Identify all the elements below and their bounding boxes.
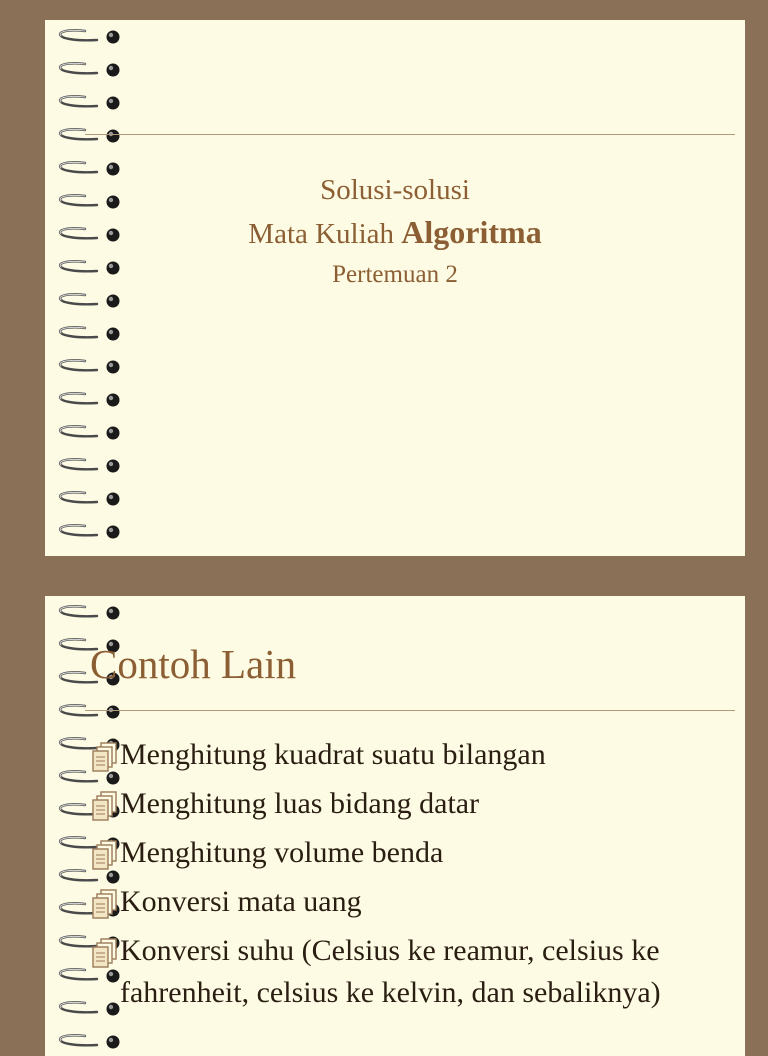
- spiral-ring-icon: [55, 455, 125, 477]
- title-line-1: Solusi-solusi: [320, 174, 470, 206]
- spiral-ring-icon: [55, 422, 125, 444]
- list-item: [92, 930, 732, 1014]
- spiral-ring-icon: [55, 701, 125, 723]
- list-item-text: Konversi suhu (Celsius ke reamur, celsius ke fahrenheit, celsius ke kelvin, dan sebaliknya): [120, 934, 661, 1009]
- list-item: [92, 734, 732, 776]
- list-item: [92, 832, 732, 874]
- title-block: [45, 172, 745, 292]
- list-item-text: Menghitung volume benda: [120, 836, 444, 869]
- spiral-ring-icon: [55, 59, 125, 81]
- title-divider: [85, 134, 735, 135]
- list-item-text: Menghitung luas bidang datar: [120, 787, 480, 820]
- spiral-ring-icon: [55, 602, 125, 624]
- list-item-text: Konversi mata uang: [120, 885, 362, 918]
- meeting-label: Pertemuan 2: [332, 261, 458, 288]
- documents-icon: [92, 838, 120, 872]
- list-item: [92, 783, 732, 825]
- spiral-ring-icon: [55, 26, 125, 48]
- list-item: [92, 881, 732, 923]
- spiral-ring-icon: [55, 488, 125, 510]
- spiral-ring-icon: [55, 92, 125, 114]
- spiral-ring-icon: [55, 125, 125, 147]
- documents-icon: [92, 789, 120, 823]
- heading-divider: [85, 710, 735, 711]
- title-line-2: [45, 210, 745, 256]
- course-name: Algoritma: [401, 214, 542, 250]
- spiral-ring-icon: [55, 554, 125, 556]
- documents-icon: [92, 887, 120, 921]
- title-slide: [45, 20, 745, 556]
- spiral-ring-icon: [55, 389, 125, 411]
- spiral-ring-icon: [55, 356, 125, 378]
- list-item-text: Menghitung kuadrat suatu bilangan: [120, 738, 546, 771]
- documents-icon: [92, 936, 120, 970]
- course-label: Mata Kuliah: [248, 218, 402, 250]
- spiral-ring-icon: [55, 323, 125, 345]
- spiral-ring-icon: [55, 521, 125, 543]
- documents-icon: [92, 740, 120, 774]
- spiral-ring-icon: [55, 1031, 125, 1053]
- bullet-list: [92, 734, 732, 1021]
- content-slide: [45, 596, 745, 1056]
- slide-heading: Contoh Lain: [90, 641, 297, 687]
- spiral-ring-icon: [55, 290, 125, 312]
